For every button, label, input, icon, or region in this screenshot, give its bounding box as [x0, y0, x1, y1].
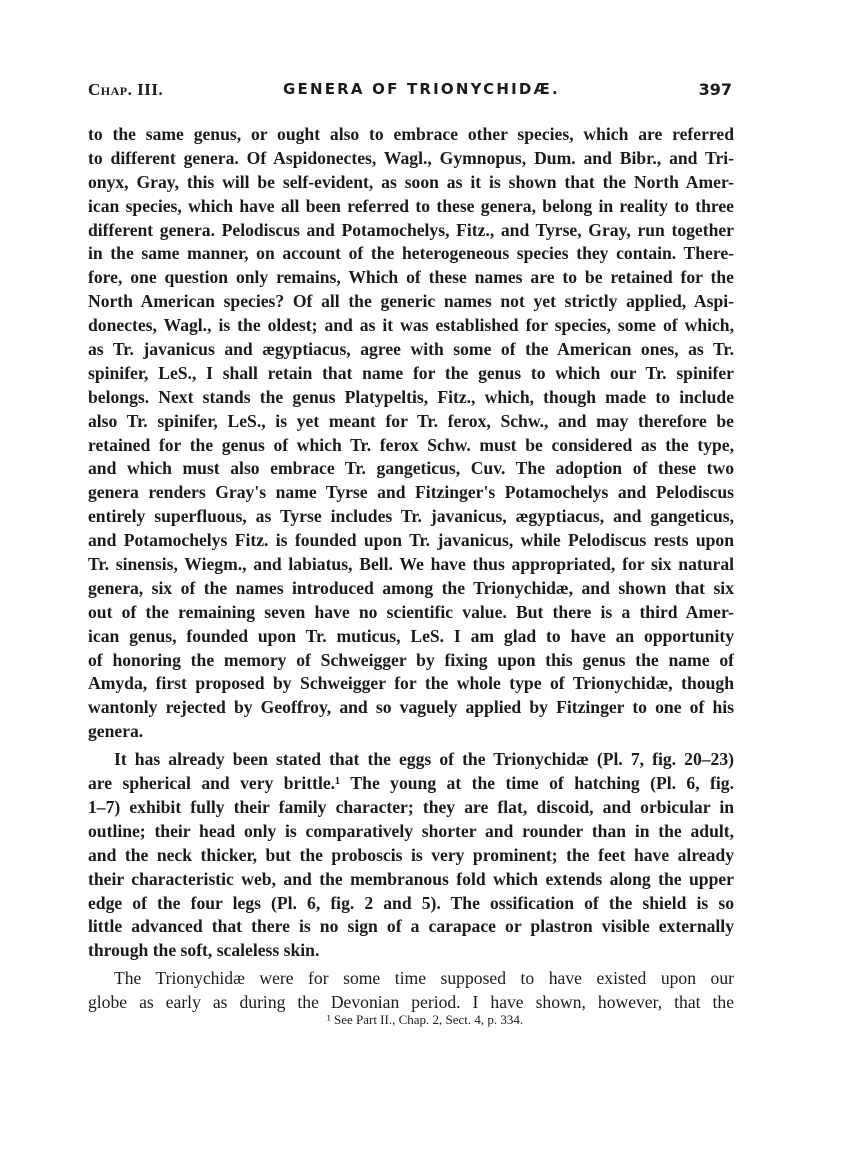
text-line: ican species, which have all been referred to these genera, belong in reality to three [88, 195, 734, 216]
text-line: of honoring the memory of Schweigger by fixing upon this genus the name of [88, 649, 734, 670]
text-line: globe as early as during the Devonian period. I have shown, however, that the [88, 992, 734, 1013]
text-line: entirely superfluous, as Tyrse includes Tr. javanicus, ægyptiacus, and gangeticus, [88, 506, 734, 527]
text-line: genera renders Gray's name Tyrse and Fitzinger's Potamochelys and Pelodiscus [88, 482, 734, 503]
text-line: outline; their head only is comparatively shorter and rounder than in the adult, [88, 820, 734, 841]
text-line: genera, six of the names introduced among the Trionychidæ, and shown that six [88, 577, 734, 598]
chapter-label: Chap. III. [88, 80, 164, 99]
text-line: belongs. Next stands the genus Platypeltis, Fitz., which, though made to include [88, 386, 734, 407]
text-line: spinifer, LeS., I shall retain that name for the genus to which our Tr. spinifer [88, 362, 734, 383]
text-line: to different genera. Of Aspidonectes, Wagl., Gymnopus, Dum. and Bibr., and Tri- [88, 147, 734, 168]
text-line: as Tr. javanicus and ægyptiacus, agree with some of the American ones, as Tr. [88, 339, 734, 360]
text-line: The Trionychidæ were for some time supposed to have existed upon our [114, 968, 734, 989]
paragraph-3 [88, 967, 734, 1015]
running-head [88, 80, 736, 108]
text-line: Tr. sinensis, Wiegm., and labiatus, Bell. We have thus appropriated, for six natural [88, 554, 734, 575]
text-line: donectes, Wagl., is the oldest; and as it was established for species, some of which, [88, 315, 734, 336]
paragraph-1 [88, 123, 734, 744]
text-line: in the same manner, on account of the heterogeneous species they contain. There- [88, 243, 734, 264]
text-line: wantonly rejected by Geoffroy, and so vaguely applied by Fitzinger to one of his [88, 697, 734, 718]
text-line: It has already been stated that the eggs of the Trionychidæ (Pl. 7, fig. 20–23) [114, 749, 734, 770]
text-line: fore, one question only remains, Which of these names are to be retained for the [88, 267, 734, 288]
text-line: and Potamochelys Fitz. is founded upon Tr. javanicus, while Pelodiscus rests upon [88, 530, 734, 551]
text-line: ican genus, founded upon Tr. muticus, LeS. I am glad to have an opportunity [88, 625, 734, 646]
text-line: and which must also embrace Tr. gangeticus, Cuv. The adoption of these two [88, 458, 734, 479]
text-line: Amyda, first proposed by Schweigger for the whole type of Trionychidæ, though [88, 673, 734, 694]
running-title: GENERA OF TRIONYCHIDÆ. [283, 80, 560, 98]
body-text [88, 123, 734, 1015]
text-line: onyx, Gray, this will be self-evident, as soon as it is shown that the North Amer- [88, 171, 734, 192]
text-line: North American species? Of all the generic names not yet strictly applied, Aspi- [88, 291, 734, 312]
text-line: genera. [88, 721, 144, 742]
paragraph-2 [88, 748, 734, 963]
text-line: also Tr. spinifer, LeS., is yet meant for Tr. ferox, Schw., and may therefore be [88, 410, 734, 431]
text-line: to the same genus, or ought also to embrace other species, which are referred [88, 124, 734, 144]
text-line: retained for the genus of which Tr. ferox Schw. must be considered as the type, [88, 434, 734, 455]
footnote: ¹ See Part II., Chap. 2, Sect. 4, p. 334. [326, 1012, 524, 1027]
text-line: out of the remaining seven have no scientific value. But there is a third Amer- [88, 601, 734, 622]
text-line: are spherical and very brittle.¹ The young at the time of hatching (Pl. 6, fig. [88, 773, 734, 794]
text-line: and the neck thicker, but the proboscis is very prominent; the feet have already [88, 844, 734, 865]
text-line: 1–7) exhibit fully their family character; they are flat, discoid, and orbicular in [88, 796, 734, 817]
text-line: edge of the four legs (Pl. 6, fig. 2 and 5). The ossification of the shield is so [88, 892, 734, 913]
page-number: 397 [698, 80, 732, 99]
text-line: their characteristic web, and the membranous fold which extends along the upper [88, 868, 734, 889]
text-line: through the soft, scaleless skin. [88, 940, 320, 961]
text-line: little advanced that there is no sign of a carapace or plastron visible externally [88, 916, 734, 937]
text-line: different genera. Pelodiscus and Potamochelys, Fitz., and Tyrse, Gray, run together [88, 219, 734, 240]
